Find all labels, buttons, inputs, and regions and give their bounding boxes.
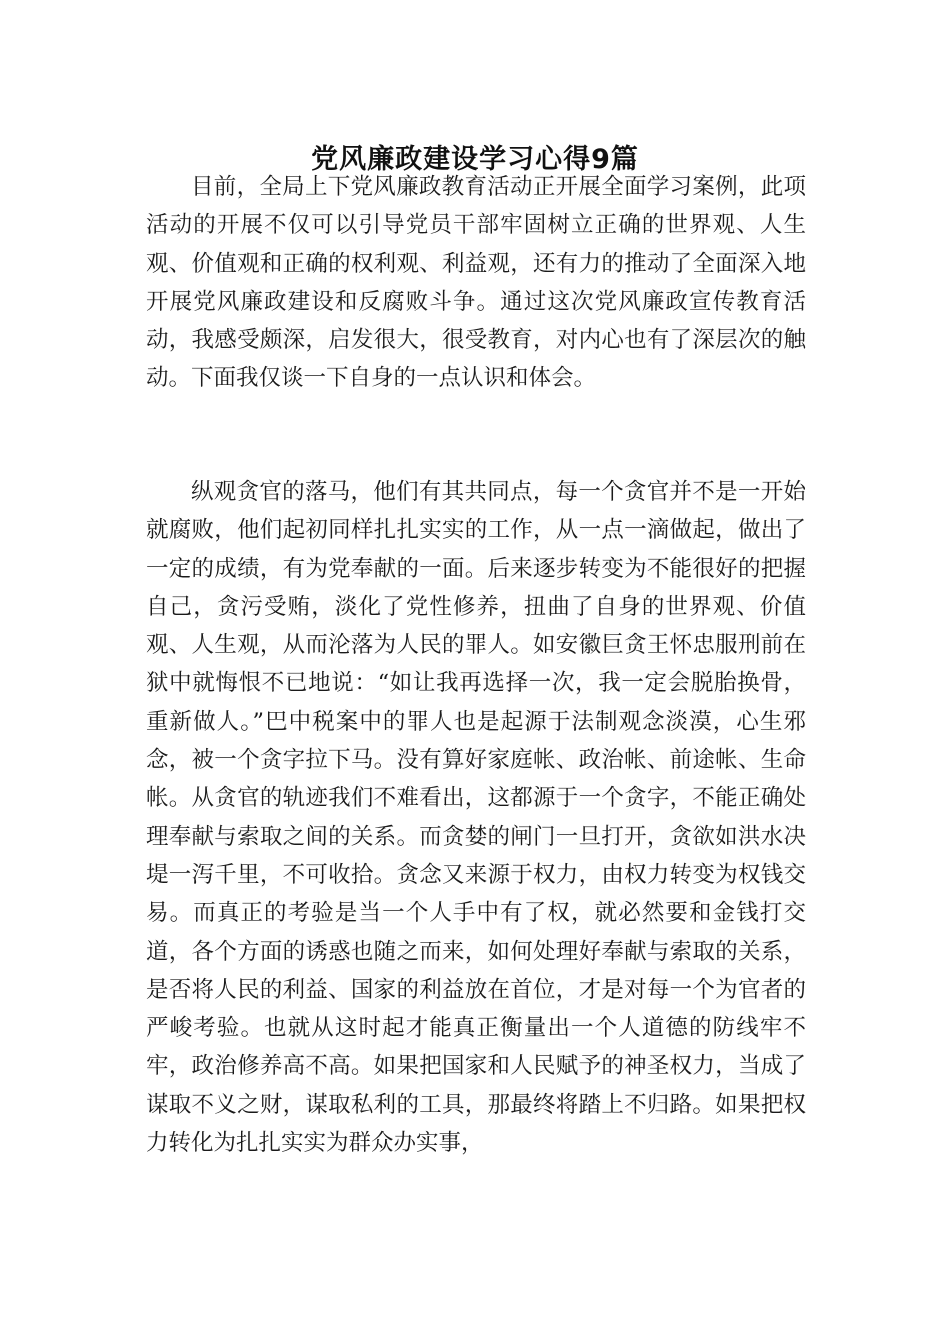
body-paragraph: 目前，全局上下党风廉政教育活动正开展全面学习案例，此项活动的开展不仅可以引导党员干部牢固树立正确的世界观、人生观、价值观和正确的权利观、利益观，还有力的推动了全面深入地开展党风廉政建设和反腐败斗争。通过这次党风廉政宣传教育活动，我感受颇深，启发很大，很受教育，对内心也有了深层次的触动。下面我仅谈一下自身的一点认识和体会。 [146, 174, 806, 392]
paragraph-1-block [146, 168, 806, 398]
paragraph-2-block [146, 473, 806, 1162]
document-title: 党风廉政建设学习心得9篇 [311, 144, 639, 176]
body-paragraph: 纵观贪官的落马，他们有其共同点，每一个贪官并不是一开始就腐败，他们起初同样扎扎实实的工作，从一点一滴做起，做出了一定的成绩，有为党奉献的一面。后来逐步转变为不能很好的把握自己，贪污受贿，淡化了党性修养，扭曲了自身的世界观、价值观、人生观，从而沦落为人民的罪人。如安徽巨贪王怀忠服刑前在狱中就悔恨不已地说：“如让我再选择一次，我一定会脱胎换骨，重新做人。”巴中税案中的罪人也是起源于法制观念淡漠，心生邪念，被一个贪字拉下马。没有算好家庭帐、政治帐、前途帐、生命帐。从贪官的轨迹我们不难看出，这都源于一个贪字，不能正确处理奉献与索取之间的关系。而贪婪的闸门一旦打开，贪欲如洪水决堤一泻千里，不可收拾。贪念又来源于权力，由权力转变为权钱交易。而真正的考验是当一个人手中有了权，就必然要和金钱打交道，各个方面的诱惑也随之而来，如何处理好奉献与索取的关系，是否将人民的利益、国家的利益放在首位，才是对每一个为官者的严峻考验。也就从这时起才能真正衡量出一个人道德的防线牢不牢，政治修养高不高。如果把国家和人民赋予的神圣权力，当成了谋取不义之财，谋取私利的工具，那最终将踏上不归路。如果把权力转化为扎扎实实为群众办实事， [146, 479, 806, 1157]
